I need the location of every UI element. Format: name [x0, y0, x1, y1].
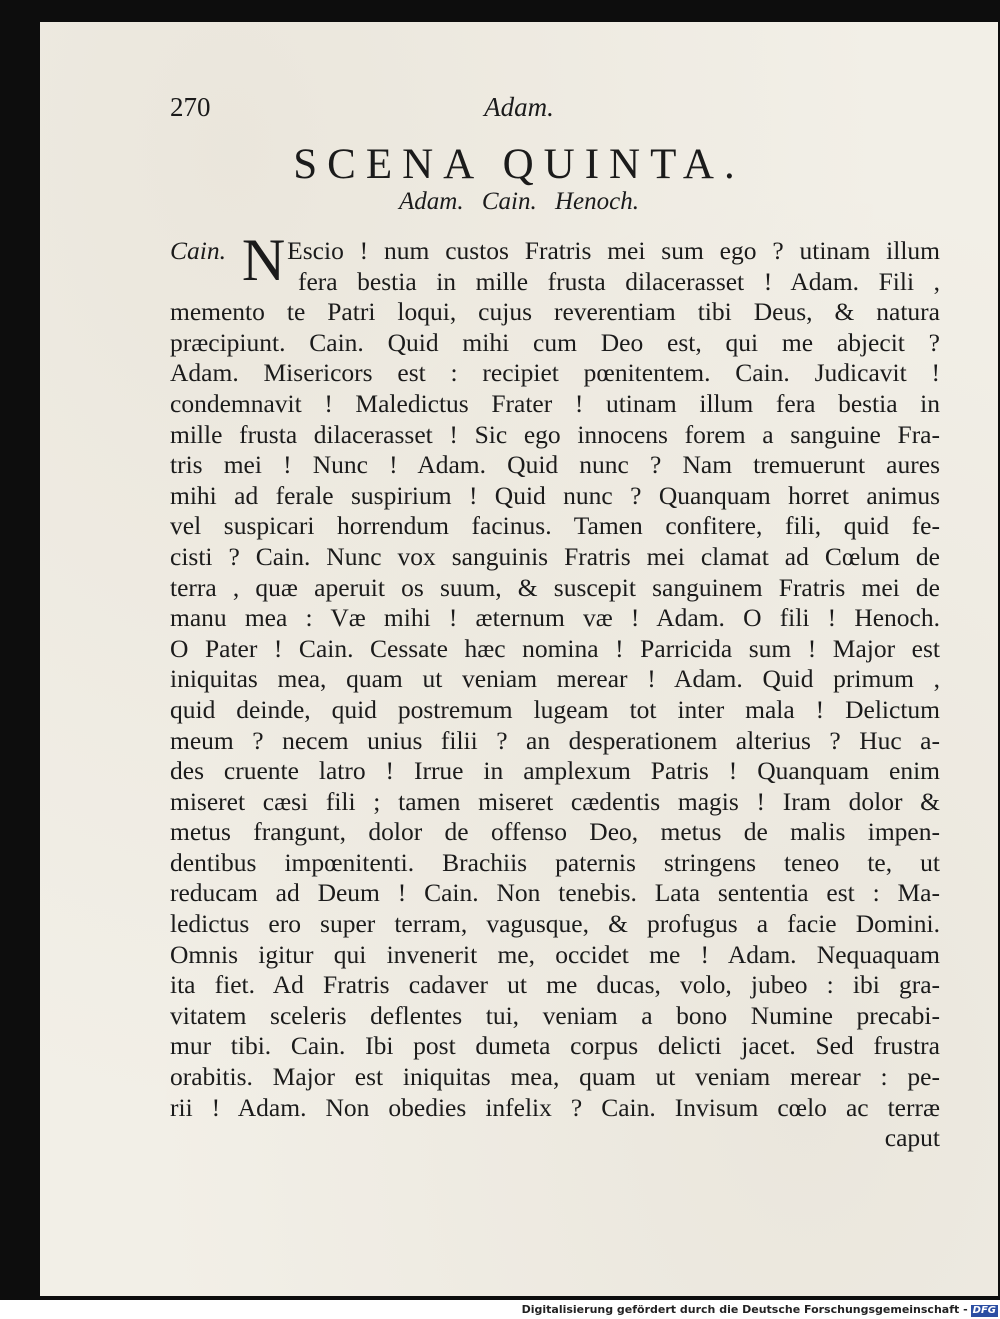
running-head: Adam. [484, 92, 554, 122]
text-line: mihi ad ferale suspirium ! Quid nunc ? Quanquam horret animus [170, 480, 940, 510]
text-line: quid deinde, quid postremum lugeam tot inter mala ! Delictum [170, 694, 940, 724]
text-line: orabitis. Major est iniquitas mea, quam ut veniam merear : pe- [170, 1062, 940, 1092]
text-line: manu mea : Væ mihi ! æternum væ ! Adam. O fili ! Henoch. [170, 603, 940, 633]
page-number: 270 [170, 92, 211, 122]
scene-title: SCENA QUINTA. [293, 141, 745, 188]
text-line: mur tibi. Cain. Ibi post dumeta corpus delicti jacet. Sed frustra [170, 1031, 940, 1061]
text-line: vitatem sceleris deflentes tui, veniam a bono Numine precabi- [170, 1000, 940, 1030]
digitization-credit [500, 1303, 998, 1317]
text-line: Omnis igitur qui invenerit me, occidet me ! Adam. Nequaquam [170, 939, 940, 969]
text-line: dentibus impœnitenti. Brachiis paternis stringens teneo te, ut [170, 847, 940, 877]
credit-text: Digitalisierung gefördert durch die Deutsche Forschungsgemeinschaft - [521, 1303, 968, 1316]
text-line: memento te Patri loqui, cujus reverentiam tibi Deus, & natura [170, 297, 940, 327]
text-line: tris mei ! Nunc ! Adam. Quid nunc ? Nam tremuerunt aures [170, 450, 940, 480]
text-line: des cruente latro ! Irrue in amplexum Patris ! Quanquam enim [170, 756, 940, 786]
text-line: vel suspicari horrendum facinus. Tamen confitere, fili, quid fe- [170, 511, 940, 541]
dropcap: N [241, 227, 286, 293]
text-line: miseret cæsi fili ; tamen miseret cædentis magis ! Iram dolor & [170, 786, 940, 816]
text-line: mille frusta dilacerasset ! Sic ego innocens forem a sanguine Fra- [170, 419, 940, 449]
line-1-text: Escio ! num custos Fratris mei sum ego ? utinam illum [287, 236, 941, 265]
body-text [170, 227, 941, 1154]
text-line-2: fera bestia in mille frusta dilacerasset ! Adam. Fili , [298, 266, 940, 296]
text-line: rii ! Adam. Non obedies infelix ? Cain. Invisum cœlo ac terræ [170, 1092, 940, 1122]
first-speaker: Cain. [170, 236, 226, 265]
catchword: caput [884, 1123, 940, 1153]
scene-characters: Adam. Cain. Henoch. [399, 188, 639, 215]
text-line: meum ? necem unius filii ? an desperationem alterius ? Huc a- [170, 725, 940, 755]
text-line: condemnavit ! Maledictus Frater ! utinam illum fera bestia in [170, 388, 940, 418]
text-line: metus frangunt, dolor de offenso Deo, metus de malis impen- [170, 817, 940, 847]
text-line: cisti ? Cain. Nunc vox sanguinis Fratris mei clamat ad Cœlum de [170, 541, 940, 571]
text-line: iniquitas mea, quam ut veniam merear ! Adam. Quid primum , [170, 664, 940, 694]
book-page [40, 22, 998, 1296]
text-line: O Pater ! Cain. Cessate hæc nomina ! Parricida sum ! Major est [170, 633, 940, 663]
text-line: Adam. Misericors est : recipiet pœnitentem. Cain. Judicavit ! [170, 358, 940, 388]
page-content [40, 22, 998, 1296]
text-line: præcipiunt. Cain. Quid mihi cum Deo est, qui me abjecit ? [170, 327, 940, 357]
dfg-logo-icon: DFG [972, 1305, 996, 1316]
text-line: ledictus ero super terram, vagusque, & profugus a facie Domini. [170, 909, 940, 939]
text-line: reducam ad Deum ! Cain. Non tenebis. Lata sententia est : Ma- [170, 878, 940, 908]
text-line: terra , quæ aperuit os suum, & suscepit sanguinem Fratris mei de [170, 572, 940, 602]
text-line: ita fiet. Ad Fratris cadaver ut me ducas, volo, jubeo : ibi gra- [170, 970, 940, 1000]
